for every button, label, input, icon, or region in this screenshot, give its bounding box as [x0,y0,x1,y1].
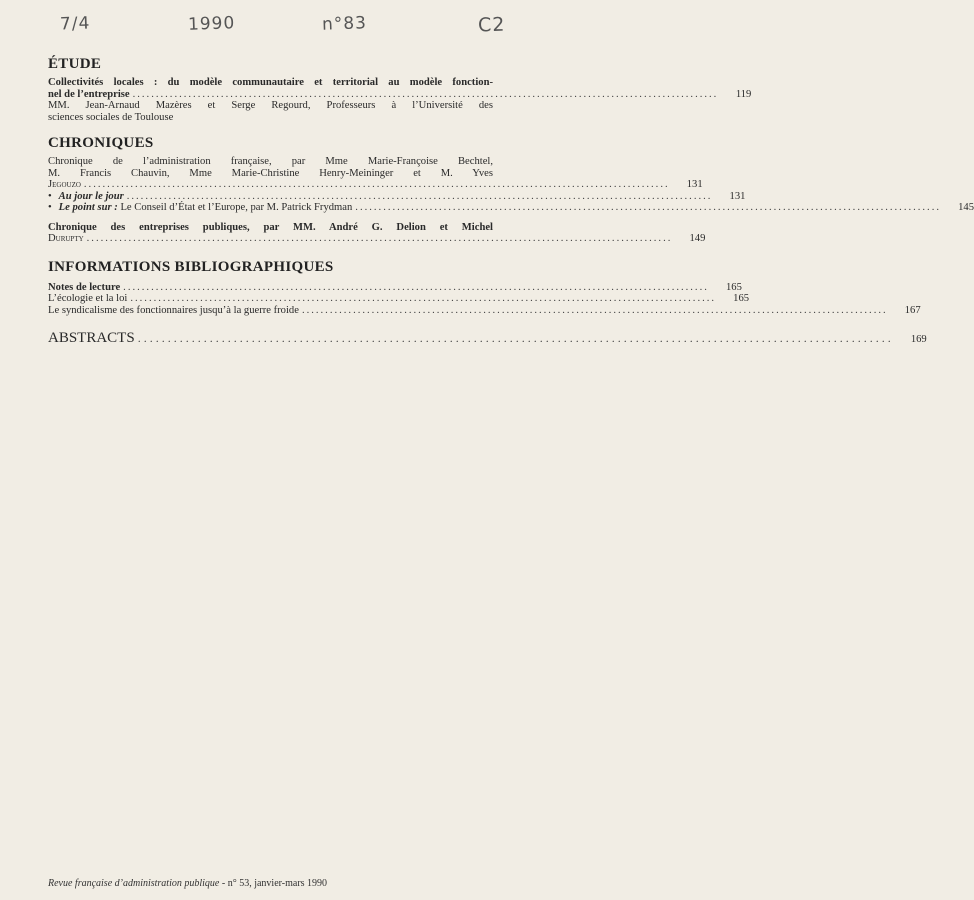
toc-entry-authors: Durupty [48,233,84,244]
dot-leader: .............................................................................................................................. [137,331,894,345]
dot-leader: .............................................................................................................................. [130,293,717,304]
toc-entry [48,233,706,245]
journal-title: Revue française d’administration publique [48,878,220,889]
dot-leader: .............................................................................................................................. [83,179,670,190]
dot-leader: .............................................................................................................................. [126,190,713,202]
toc-entry-title: Chronique de l’administration française, par Mme Marie-Françoise Bechtel, [48,156,493,167]
dot-leader: .............................................................................................................................. [86,233,673,244]
dot-leader: .............................................................................................................................. [132,88,719,100]
section-heading-chroniques: CHRONIQUES [48,135,154,151]
toc-entry [48,179,703,191]
page-number: 131 [729,190,746,202]
page-number: 165 [733,293,750,304]
page-number: 165 [725,281,742,293]
toc-entry-title: Le syndicalisme des fonctionnaires jusqu’à la guerre froide [48,304,299,316]
toc-entry [48,293,750,305]
toc-entry-authors: sciences sociales de Toulouse [48,111,174,123]
page-number: 169 [910,334,927,345]
table-of-contents [48,56,974,348]
toc-entry-title: Notes de lecture [48,281,121,293]
toc-entry-authors: Jegouzo [48,179,81,190]
toc-entry-authors: M. Francis Chauvin, Mme Marie-Christine Henry-Meininger et M. Yves [48,167,493,179]
toc-entry-title: Au jour le jour [58,190,124,202]
handwritten-note: 1990 [187,13,236,35]
toc-entry-subtitle: Le Conseil d’État et l’Europe, par M. Patrick Frydman [117,202,353,213]
page-number: 119 [735,88,752,100]
toc-entry [48,281,742,294]
section-heading-informations: INFORMATIONS BIBLIOGRAPHIQUES [48,258,334,275]
dot-leader: .............................................................................................................................. [355,202,941,213]
toc-entry [48,304,921,317]
page-footer [48,878,327,889]
page-number: 167 [904,304,921,316]
toc-entry [48,190,746,203]
toc-entry-title: Collectivités locales : du modèle communautaire et territorial au modèle fonction- [48,77,493,88]
issue-info: - n° 53, janvier-mars 1990 [219,878,328,889]
toc-entry [48,202,974,214]
toc-entry-authors: MM. Jean-Arnaud Mazères et Serge Regourd, Professeurs à l’Université des [48,100,493,111]
dot-leader: .............................................................................................................................. [301,304,888,316]
page-number: 145 [958,202,974,213]
toc-entry [48,88,752,101]
section-heading-abstracts: ABSTRACTS [48,330,135,346]
handwritten-note: 7/4 [59,13,91,35]
toc-entry-title: Chronique des entreprises publiques, par MM. André G. Delion et Michel [48,221,493,233]
toc-entry-title: L’écologie et la loi [48,293,128,304]
page-number: 131 [686,179,703,190]
bullet-icon: • [48,190,52,202]
dot-leader: .............................................................................................................................. [123,281,709,293]
section-heading-etude: ÉTUDE [48,56,102,72]
toc-entry-title: nel de l’entreprise [48,88,130,100]
toc-entry [48,330,927,348]
page-number: 149 [689,233,706,244]
bullet-icon: • [48,202,52,213]
toc-entry-title: Le point sur : [58,202,118,213]
handwritten-note: n°83 [321,13,368,35]
handwritten-note: C2 [477,13,506,37]
